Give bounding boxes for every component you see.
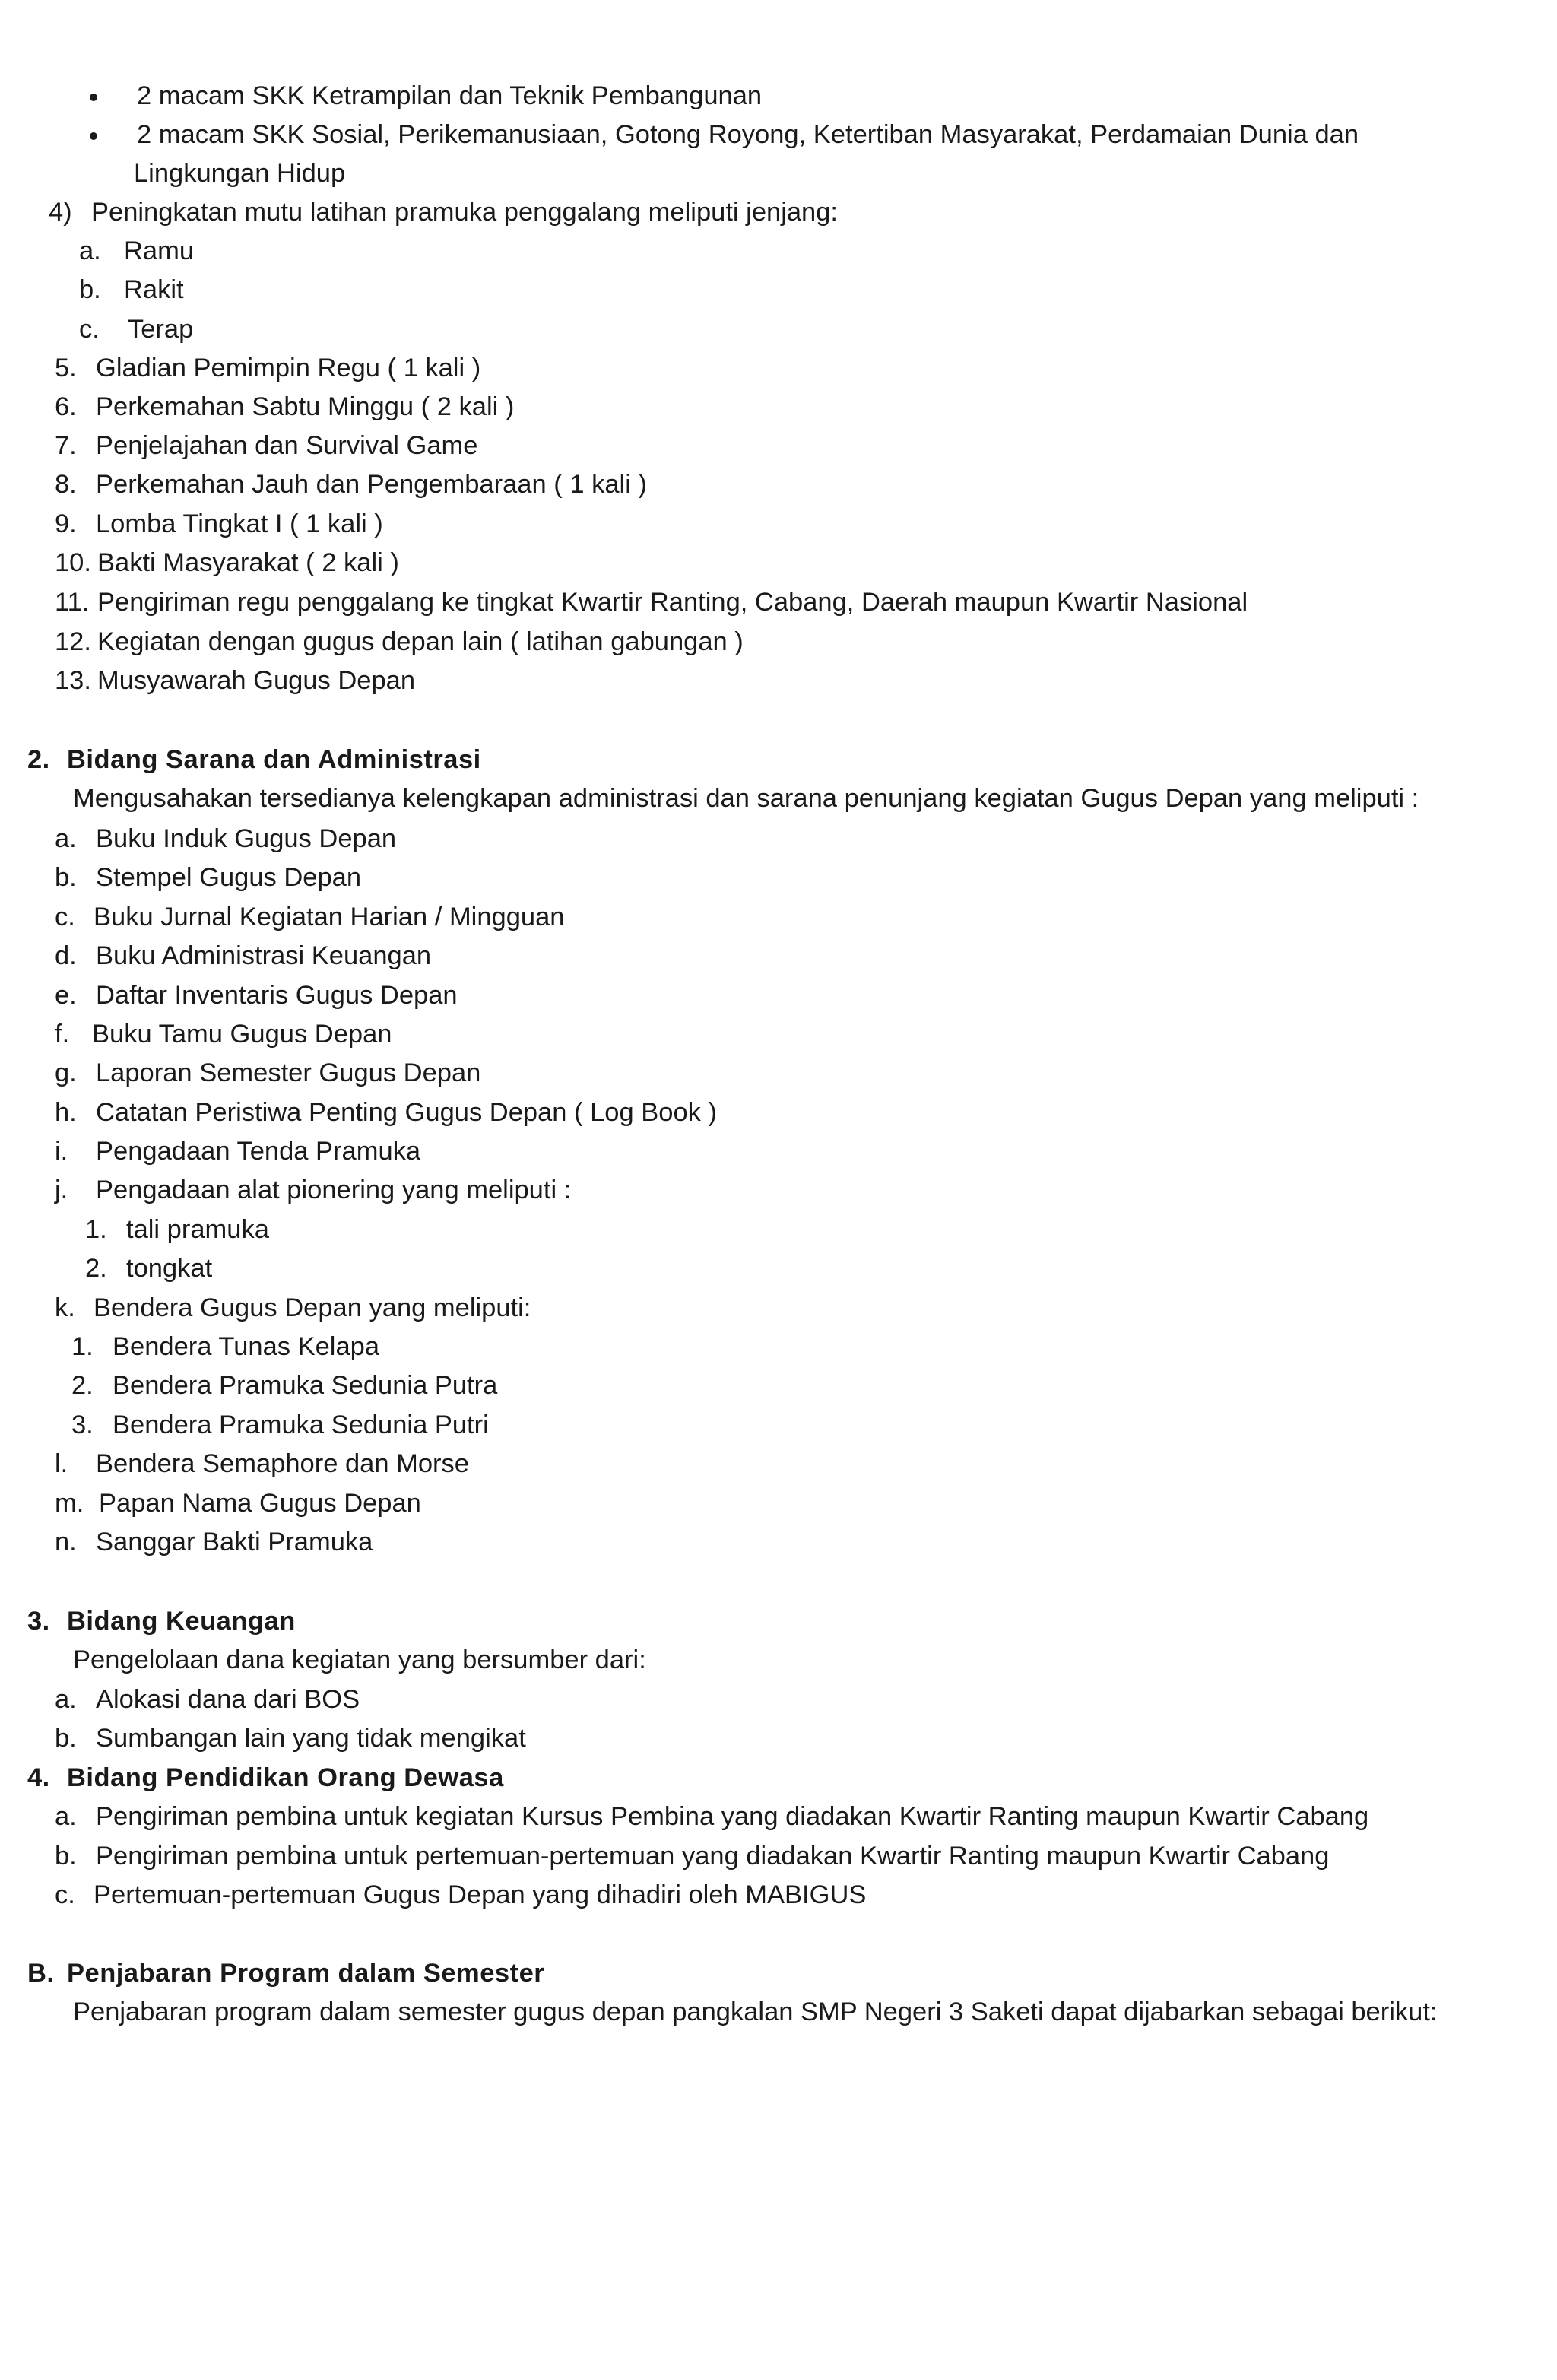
bullet-icon [90, 132, 97, 140]
list-marker: 9. [55, 509, 77, 538]
list-marker: 12. [55, 627, 91, 656]
item-text: Lingkungan Hidup [134, 159, 346, 188]
list-marker: b. [55, 1724, 77, 1753]
list-marker: 5. [55, 354, 77, 382]
item-text: Sanggar Bakti Pramuka [96, 1528, 373, 1557]
item-text: 2 macam SKK Sosial, Perikemanusiaan, Gotong Royong, Ketertiban Masyarakat, Perdamaian Dunia dan [137, 120, 1359, 149]
item-text: tongkat [126, 1254, 213, 1283]
item-text: Terap [128, 315, 194, 344]
list-marker: 11. [55, 588, 90, 617]
item-text: Rakit [124, 275, 184, 304]
item-text: Pertemuan-pertemuan Gugus Depan yang dihadiri oleh MABIGUS [94, 1880, 867, 1909]
list-marker: c. [55, 1880, 75, 1909]
item-text: Pengelolaan dana kegiatan yang bersumber dari: [73, 1645, 646, 1674]
list-marker: a. [55, 1685, 77, 1714]
list-marker: i. [55, 1137, 68, 1166]
item-text: Bendera Tunas Kelapa [113, 1332, 380, 1361]
list-marker: 2. [71, 1371, 94, 1400]
item-text: Perkemahan Jauh dan Pengembaraan ( 1 kali ) [96, 470, 647, 499]
list-marker: m. [55, 1489, 84, 1518]
list-marker: a. [55, 824, 77, 853]
item-text: Buku Administrasi Keuangan [96, 941, 432, 970]
item-text: Daftar Inventaris Gugus Depan [96, 981, 458, 1010]
item-text: Musyawarah Gugus Depan [97, 666, 416, 695]
list-marker: 6. [55, 392, 77, 421]
item-text: Pengadaan alat pionering yang meliputi : [96, 1176, 572, 1204]
list-marker: c. [55, 903, 75, 931]
list-marker: 1. [85, 1215, 107, 1244]
list-marker: 13. [55, 666, 91, 695]
item-text: Pengiriman regu penggalang ke tingkat Kwartir Ranting, Cabang, Daerah maupun Kwartir Nasional [97, 588, 1248, 617]
list-marker: 4) [49, 198, 72, 227]
bullet-icon [90, 94, 97, 101]
item-text: Buku Jurnal Kegiatan Harian / Mingguan [94, 903, 565, 931]
list-marker: e. [55, 981, 77, 1010]
item-text: 2 macam SKK Ketrampilan dan Teknik Pembangunan [137, 81, 763, 110]
section-title: Penjabaran Program dalam Semester [67, 1959, 545, 1988]
list-marker: 2. [27, 745, 50, 774]
list-marker: 8. [55, 470, 77, 499]
list-marker: 3. [71, 1411, 94, 1439]
item-text: Pengiriman pembina untuk pertemuan-pertemuan yang diadakan Kwartir Ranting maupun Kwartir Cabang [96, 1842, 1330, 1871]
item-text: Papan Nama Gugus Depan [99, 1489, 421, 1518]
section-title: Bidang Sarana dan Administrasi [67, 745, 481, 774]
item-text: Penjabaran program dalam semester gugus depan pangkalan SMP Negeri 3 Saketi dapat dijabarkan sebagai berikut: [73, 1998, 1438, 2026]
list-marker: g. [55, 1058, 77, 1087]
list-marker: 10. [55, 548, 91, 577]
list-marker: n. [55, 1528, 77, 1557]
list-marker: 3. [27, 1607, 50, 1636]
item-text: Sumbangan lain yang tidak mengikat [96, 1724, 526, 1753]
item-text: Perkemahan Sabtu Minggu ( 2 kali ) [96, 392, 515, 421]
list-marker: 7. [55, 431, 77, 460]
item-text: Kegiatan dengan gugus depan lain ( latihan gabungan ) [97, 627, 744, 656]
list-marker: f. [55, 1020, 70, 1049]
item-text: Mengusahakan tersedianya kelengkapan administrasi dan sarana penunjang kegiatan Gugus Depan yang meliputi : [73, 784, 1419, 813]
item-text: Catatan Peristiwa Penting Gugus Depan ( Log Book ) [96, 1098, 717, 1127]
list-marker: a. [55, 1802, 77, 1831]
list-marker: b. [55, 863, 77, 892]
item-text: Laporan Semester Gugus Depan [96, 1058, 481, 1087]
item-text: Stempel Gugus Depan [96, 863, 362, 892]
list-marker: B. [27, 1959, 55, 1988]
list-marker: l. [55, 1449, 68, 1478]
item-text: Penjelajahan dan Survival Game [96, 431, 478, 460]
list-marker: b. [55, 1842, 77, 1871]
item-text: Bakti Masyarakat ( 2 kali ) [97, 548, 399, 577]
item-text: Gladian Pemimpin Regu ( 1 kali ) [96, 354, 481, 382]
item-text: Bendera Pramuka Sedunia Putra [113, 1371, 498, 1400]
list-marker: 2. [85, 1254, 107, 1283]
item-text: Peningkatan mutu latihan pramuka penggalang meliputi jenjang: [91, 198, 839, 227]
list-marker: j. [55, 1176, 68, 1204]
item-text: Ramu [124, 236, 195, 265]
item-text: Bendera Gugus Depan yang meliputi: [94, 1293, 531, 1322]
list-marker: h. [55, 1098, 77, 1127]
section-title: Bidang Pendidikan Orang Dewasa [67, 1763, 504, 1792]
item-text: Pengiriman pembina untuk kegiatan Kursus Pembina yang diadakan Kwartir Ranting maupun Kwartir Cabang [96, 1802, 1369, 1831]
list-marker: 1. [71, 1332, 94, 1361]
item-text: Bendera Pramuka Sedunia Putri [113, 1411, 489, 1439]
list-marker: d. [55, 941, 77, 970]
item-text: Lomba Tingkat I ( 1 kali ) [96, 509, 383, 538]
section-title: Bidang Keuangan [67, 1607, 296, 1636]
list-marker: a. [79, 236, 101, 265]
list-marker: b. [79, 275, 101, 304]
item-text: Buku Tamu Gugus Depan [92, 1020, 392, 1049]
item-text: Buku Induk Gugus Depan [96, 824, 397, 853]
item-text: tali pramuka [126, 1215, 269, 1244]
item-text: Alokasi dana dari BOS [96, 1685, 360, 1714]
item-text: Pengadaan Tenda Pramuka [96, 1137, 421, 1166]
list-marker: 4. [27, 1763, 50, 1792]
list-marker: k. [55, 1293, 75, 1322]
list-marker: c. [79, 315, 100, 344]
item-text: Bendera Semaphore dan Morse [96, 1449, 469, 1478]
